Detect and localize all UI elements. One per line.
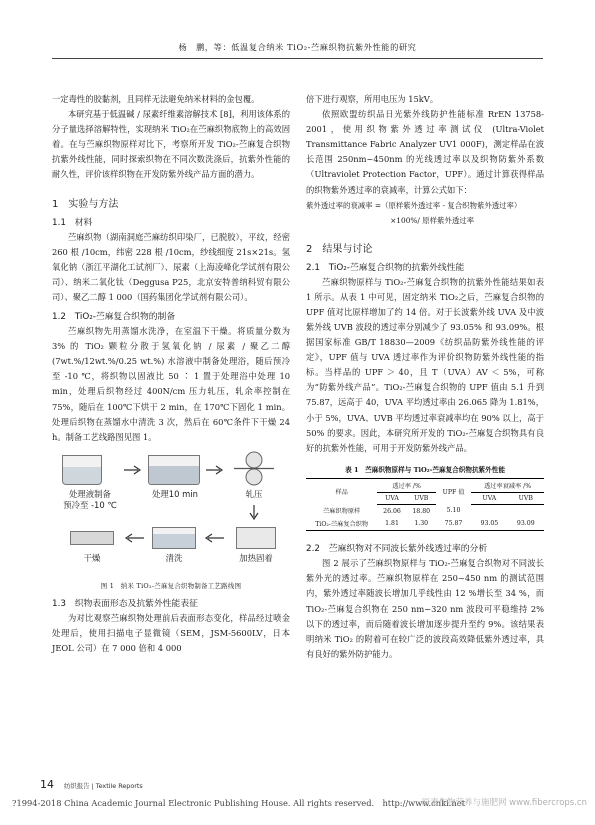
table-cell: TiO₂-苎麻复合织物: [306, 517, 377, 531]
watermark-text: 原素作物营养与施肥网 www.fibercrops.cn: [421, 798, 587, 808]
step-press-label: 轧压: [245, 488, 263, 499]
arrow-right-icon: [206, 465, 226, 475]
step-prepare-label: 处理液制备: [69, 488, 111, 499]
table-header-decay: 透过率衰减率 /%: [471, 478, 544, 492]
table-subheader: UVA: [471, 492, 507, 504]
table-cell: [508, 504, 544, 517]
step-dry-label: 干燥: [83, 552, 101, 563]
table-cell: 5.10: [446, 507, 461, 515]
table-cell: 75.87: [436, 517, 471, 531]
preparation-paragraph: 苎麻织物先用蒸馏水洗净，在室温下干燥。将质量分数为 3% 的 TiO₂ 颗粒分散于氢氧化钠 / 尿素 / 聚乙二醇 (7wt.%/12wt.%/0.25 wt.%) 水溶液中制备处理浴，随后预冷至 -10 ℃，将织物以固液比 50 ∶ 1 置于处理浴中处理 10 min，处理后织物经过 400N/cm 压力轧压，轧余率控制在 75%，随后在 100℃下烘干 2 min，在 170℃下固化 1 min。处理后织物在蒸馏水中清洗 3 次，然后在 60℃条件下干燥 24 h。制备工艺线路图见图 1。: [52, 326, 290, 442]
arrow-right-icon: [124, 465, 144, 475]
roller-press-illustration: [232, 451, 276, 487]
table-cell: 18.80: [412, 507, 431, 515]
section-2-heading: 2 结果与讨论: [306, 243, 373, 255]
right-paragraph-1: 倍下进行观察，所用电压为 15kV。: [306, 94, 439, 104]
materials-paragraph: 苎麻织物（湖南洞庭苎麻纺织印染厂，已脱胶），平纹，经密 260 根 /10cm，纬密 228 根 /10cm，纱线细度 21s×21s。氢氧化钠（浙江平湖化工试剂厂）、尿素（上海凌峰化学试剂有限公司）、纳米二氧化钛（Deggusa P25，北京安特普纳科贸有限公司）、聚乙二醇 1 000（国药集团化学试剂有限公司）。: [52, 231, 290, 302]
table-cell: 1.30: [407, 517, 436, 531]
table-1-caption: 表 1 苎麻织物原样与 TiO₂-苎麻复合织物抗紫外性能: [345, 465, 505, 474]
table-cell: 苎麻织物原样: [323, 508, 361, 516]
table-header-sample: 样品: [306, 478, 377, 504]
beaker-illustration: [62, 455, 102, 485]
uv-test-paragraph: 依照欧盟纺织品日光紫外线防护性能标准 RrEN 13758-2001，使用织物紫外透过率测试仪 (Ultra-Violet Transmittance Fabric Analyzer UV1 000F)，测定样品在波长范围 250nm~450nm 的光线透过率以及织物防紫外系数（Ultraviolet Protection Factor，UPF）。通过计算获得样品的织物紫外透过率的衰减率，计算公式如下：: [306, 109, 544, 195]
heating-oven-illustration: [236, 527, 276, 549]
copyright-line: ?1994-2018 China Academic Journal Electronic Publishing House. All rights reserved. http://www.cnki.net: [12, 798, 466, 808]
left-column: [52, 92, 290, 656]
drying-fabric-illustration: [70, 531, 114, 545]
table-cell: [471, 504, 507, 517]
header-rule: [52, 58, 543, 59]
washing-bath-illustration: [152, 527, 196, 549]
subsection-1-1-heading: 1.1 材料: [52, 217, 93, 228]
running-header: 杨 鹏，等：低温复合纳米 TiO₂-苎麻织物抗紫外性能的研究: [178, 42, 417, 52]
decay-formula-line-1: 紫外透过率的衰减率 =（原样紫外透过率 - 复合织物紫外透过率）: [306, 200, 522, 210]
table-cell: 93.05: [471, 517, 507, 531]
table-subheader: UVA: [377, 492, 406, 504]
arrow-down-icon: [249, 505, 259, 523]
subsection-2-2-heading: 2.2 苎麻织物对不同波长紫外线透过率的分析: [306, 544, 488, 555]
step-precool-label: 预冷至 -10 ℃: [63, 499, 117, 510]
subsection-1-2-heading: 1.2 TiO₂-苎麻复合织物的制备: [52, 312, 176, 323]
table-cell: 26.06: [383, 507, 401, 515]
characterization-paragraph: 为对比观察苎麻织物处理前后表面形态变化，样品经过喷金处理后，使用扫描电子显微镜（SEM，JSM-5600LV，日本 JEOL 公司）在 7 000 倍和 4 000: [52, 612, 290, 653]
treatment-bath-illustration: [148, 455, 200, 485]
table-row: [306, 517, 544, 531]
right-column: [306, 92, 544, 662]
process-flow-figure: [52, 451, 290, 577]
arrow-left-icon: [204, 533, 224, 543]
uv-results-paragraph: 苎麻织物原样与 TiO₂-苎麻复合织物的抗紫外性能结果如表 1 所示。从表 1 中可见，固定纳米 TiO₂之后，苎麻复合织物的 UPF 值对比原样增加了约 14 倍。对于长波紫外线 UVA 及中波紫外线 UVB 波段的透过率分别减少了 93.05% 和 93.09%。根据国家标准 GB/T 18830—2009《纺织品防紫外线性能的评定》，UPF 值与 UVA 透过率作为评价织物防紫外线性能的指标。当样品的 UPF ＞ 40，且 T（UVA）AV ＜ 5%，可称为“防紫外线产品”。TiO₂-苎麻复合织物的 UPF 值由 5.1 升到 75.87，远高于 40，UVA 平均透过率由 26.065 降为 1.81%，小于 5%，UVA、UVB 平均透过率衰减率均在 90% 以上，高于 50% 的要求。因此，本研究所开发的 TiO₂-苎麻复合织物具有良好的抗紫外性能，可用于开发防紫外线产品。: [306, 276, 544, 453]
table-header-transmittance: 透过率 /%: [377, 478, 435, 492]
arrow-left-icon: [124, 533, 144, 543]
page-number: 14: [40, 778, 54, 791]
decay-formula-line-2: ×100%/ 原样紫外透过率: [390, 215, 474, 225]
table-cell: 93.09: [508, 517, 544, 531]
subsection-1-3-heading: 1.3 织物表面形态及抗紫外性能表征: [52, 598, 198, 609]
left-paragraph-1: 一定毒性的胶黏剂，且同样无法避免纳米材料的金包覆。: [52, 94, 260, 104]
section-1-heading: 1 实验与方法: [52, 198, 119, 210]
table-row: [306, 504, 544, 517]
figure-1-caption: 图 1 纳米 TiO₂-苎麻复合织物制备工艺路线图: [100, 581, 242, 590]
step-heat-label: 加热固着: [239, 552, 273, 563]
table-subheader: UVB: [407, 492, 436, 504]
left-paragraph-2: 本研究基于低温碱 / 尿素纤维素溶解技术 [8]，利用该体系的分子量选择溶解特性，实现纳米 TiO₂在苎麻织物底物上的高效固着。在与苎麻织物原样对比下，考察所开发 TiO₂-苎麻复合织物抗紫外线性能，同时探索织物在不同次数洗涤后，抗紫外性能的耐久性，评价该样织物在开发防紫外线产品方面的潜力。: [52, 109, 290, 180]
table-subheader: UVB: [508, 492, 544, 504]
subsection-2-1-heading: 2.1 TiO₂-苎麻复合织物的抗紫外线性能: [306, 262, 465, 273]
table-cell: 1.81: [377, 517, 406, 531]
journal-name: 纺织报告 | Textile Reports: [64, 782, 143, 790]
step-wash-label: 清洗: [165, 552, 183, 563]
table-header-upf: UPF 值: [436, 478, 471, 504]
wavelength-analysis-paragraph: 图 2 展示了苎麻织物原样与 TiO₂-苎麻复合织物对不同波长紫外光的透过率。苎麻织物原样在 250~450 nm 的测试范围内，紫外透过率随波长增加几乎线性由 12 %增长至 34 %，而 TiO₂-苎麻复合织物在 250 nm~320 nm 波段可平稳维持 2% 以下的透过率，而后随着波长增加逐步提升至约 9%。该结果表明纳米 TiO₂ 的附着可在较广泛的波段高效降低紫外透过率，具有良好的紫外防护能力。: [306, 558, 544, 659]
step-treat-label: 处理10 min: [152, 488, 198, 499]
uv-results-table: [306, 478, 544, 532]
